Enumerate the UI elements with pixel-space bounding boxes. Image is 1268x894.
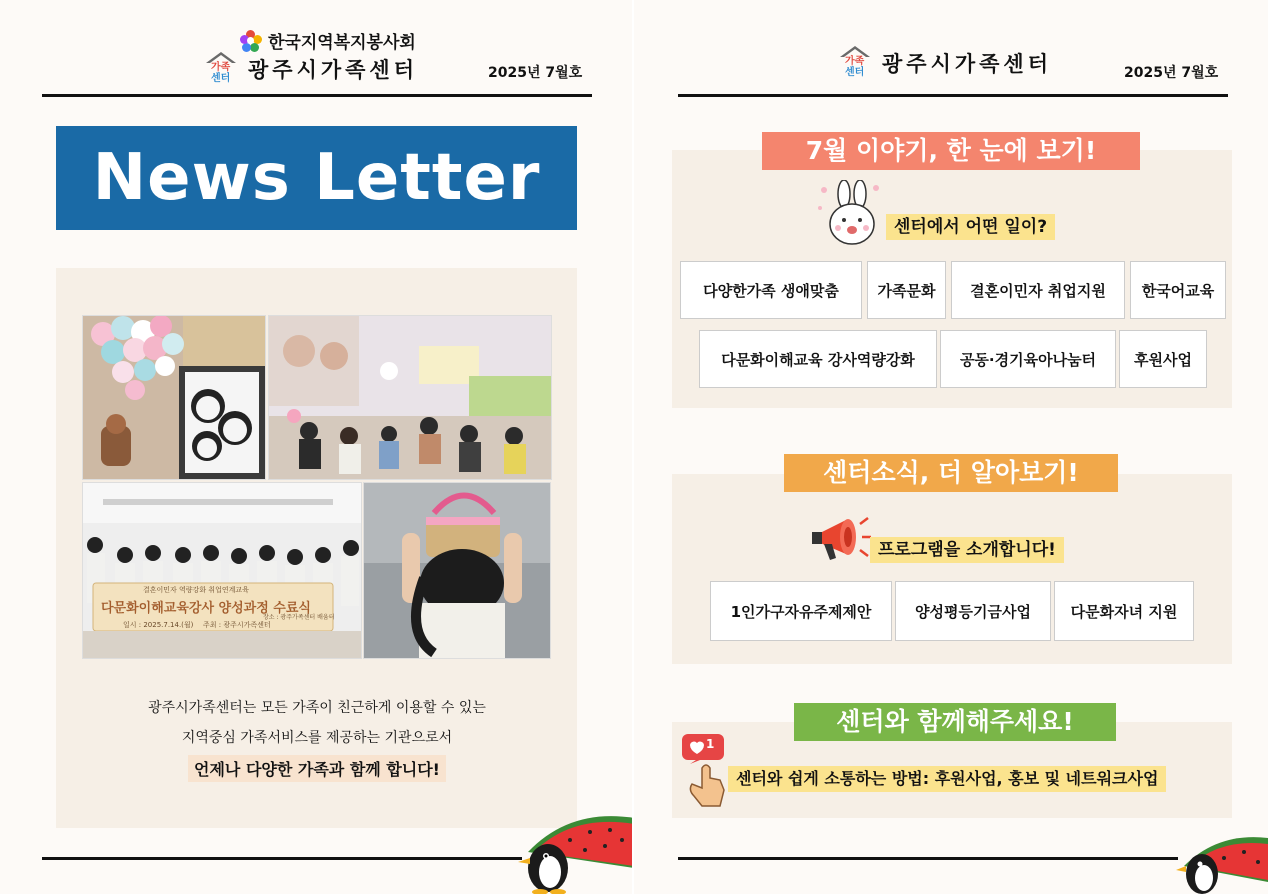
chip-family-culture: 가족문화 [867,261,946,319]
intro-line-1: 광주시가족센터는 모든 가족이 친근하게 이용할 수 있는 [148,700,486,716]
graduation-group-image [83,483,361,658]
like-notification-hand-icon [680,732,728,808]
intro-highlight: 언제나 다양한 가족과 함께 합니다! [188,755,446,782]
bunny-icon [816,180,886,248]
sign-main-text: 다문화이해교육강사 양성과정 수료식 [101,601,311,616]
section2-title: 센터소식, 더 알아보기! [784,454,1118,492]
issue-label: 2025년 7월호 [488,65,583,81]
photo-balloon-portrait [82,315,266,480]
flower-logo-icon [240,30,262,52]
chip-sponsorship: 후원사업 [1119,330,1207,388]
org-name: 한국지역복지봉사회 [268,33,416,53]
sign-date-text: 일시 : 2025.7.14.(월) [123,621,194,629]
issue-label-2: 2025년 7월호 [1124,65,1219,81]
sign-host-text: 주최 : 광주시가족센터 [203,621,271,629]
intro-line-2: 지역중심 가족서비스를 제공하는 기관으로서 [181,730,453,746]
footer-divider-2 [678,857,1178,860]
header-divider [42,94,592,97]
child-basket-image [364,483,550,658]
header-divider-2 [678,94,1228,97]
section1-title: 7월 이야기, 한 눈에 보기! [762,132,1140,170]
footer-divider [42,857,522,860]
section2-subtitle: 프로그램을 소개합니다! [870,537,1064,563]
center-name: 광주시가족센터 [248,58,419,82]
photo-classroom [268,315,552,480]
section3-subtitle: 센터와 쉽게 소통하는 방법: 후원사업, 홍보 및 네트워크사업 [728,766,1166,792]
chip-multicultural-instructor: 다문화이해교육 강사역량강화 [699,330,937,388]
family-center-logo-icon-2: 가족 센터 [838,46,872,80]
watermelon-penguin-icon-2 [1174,830,1268,894]
chip-single-household: 1인가구자유주제제안 [710,581,892,641]
newsletter-banner: News Letter [56,126,577,230]
sign-top-text: 결혼이민자 역량강화 취업연계교육 [143,586,249,594]
chip-diverse-family: 다양한가족 생애맞춤 [680,261,862,319]
megaphone-icon [810,510,872,568]
center-title [204,52,418,86]
org-header [240,28,416,53]
chip-employment-support: 결혼이민자 취업지원 [951,261,1125,319]
newsletter-page-2 [634,0,1268,894]
photo-child-basket [363,482,551,659]
chip-korean-education: 한국어교육 [1130,261,1226,319]
chip-gender-equality: 양성평등기금사업 [895,581,1051,641]
chip-multicultural-children: 다문화자녀 지원 [1054,581,1194,641]
intro-line-3-wrapper [82,755,552,782]
center-title-2 [838,46,1052,80]
section1-subtitle: 센터에서 어떤 일이? [886,214,1055,240]
sign-place-text: 장소 : 광주가족센터 배움터 [263,614,335,621]
photo-graduation-group [82,482,362,659]
watermelon-penguin-icon [510,812,634,894]
family-center-logo-icon: 가족 센터 [204,52,238,86]
center-name-2: 광주시가족센터 [882,52,1053,76]
like-count: 1 [706,737,715,751]
section3-title: 센터와 함께해주세요! [794,703,1116,741]
classroom-image [269,316,551,479]
balloon-portrait-image [83,316,265,479]
chip-childcare-sharing: 공동·경기육아나눔터 [940,330,1116,388]
